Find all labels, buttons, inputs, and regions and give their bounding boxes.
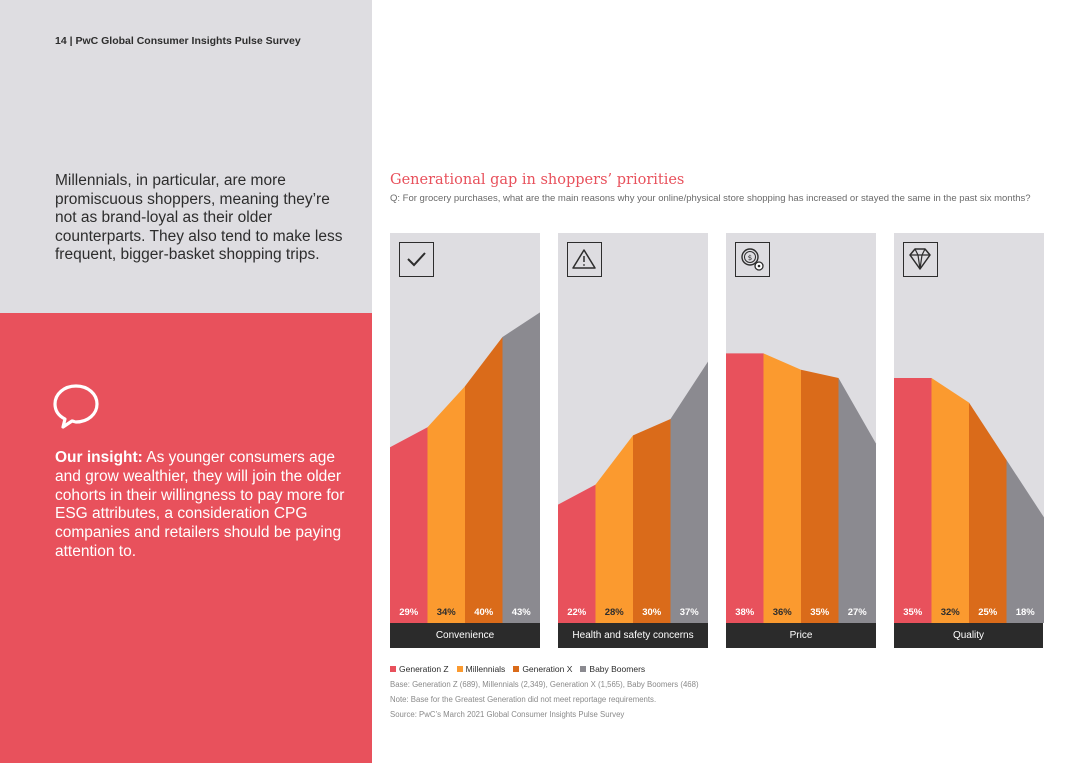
intro-paragraph: Millennials, in particular, are more promiscuous shoppers, meaning they’re not as brand-loyal as their older counterparts. They also tend to make less frequent, bigger-basket shopping trips. — [55, 172, 343, 264]
source-note: Source: PwC’s March 2021 Global Consumer Insights Pulse Survey — [390, 710, 625, 719]
diamond-icon — [903, 242, 938, 277]
data-label: 40% — [474, 607, 494, 618]
data-label: 22% — [567, 607, 587, 618]
data-label: 36% — [772, 607, 792, 618]
data-label: 32% — [940, 607, 960, 618]
legend-item-boomers: Baby Boomers — [580, 664, 645, 674]
reportage-note: Note: Base for the Greatest Generation did not meet reportage requirements. — [390, 695, 657, 704]
chart-title: Generational gap in shoppers’ priorities — [390, 172, 685, 188]
area-segment-generation-x — [801, 370, 839, 623]
category-label-health: Health and safety concerns — [558, 623, 708, 648]
category-label-convenience: Convenience — [390, 623, 540, 648]
data-label: 25% — [978, 607, 998, 618]
data-label: 38% — [735, 607, 755, 618]
data-label: 18% — [1015, 607, 1035, 618]
category-label-quality: Quality — [894, 623, 1043, 648]
data-label: 43% — [511, 607, 531, 618]
legend-swatch — [580, 666, 586, 672]
area-segment-generation-z — [894, 378, 932, 623]
data-label: 30% — [642, 607, 662, 618]
legend-item-gen-z: Generation Z — [390, 664, 449, 674]
data-label: 29% — [399, 607, 419, 618]
legend-swatch — [513, 666, 519, 672]
area-segment-millennials — [932, 378, 970, 623]
legend-swatch — [390, 666, 396, 672]
chart-question: Q: For grocery purchases, what are the main reasons why your online/physical store shopping has increased or stayed the same in the past six months? — [390, 193, 1031, 204]
data-label: 37% — [679, 607, 699, 618]
base-note: Base: Generation Z (689), Millennials (2,349), Generation X (1,565), Baby Boomers (468) — [390, 680, 699, 689]
data-label: 34% — [436, 607, 456, 618]
svg-text:$: $ — [747, 254, 753, 262]
insight-text: As younger consumers age and grow wealthier, they will join the older cohorts in their willingness to pay more for ESG attributes, a consideration CPG companies and retailers should be paying attention to. — [55, 449, 345, 560]
area-segment-millennials — [764, 353, 802, 623]
insight-label: Our insight: — [55, 449, 143, 466]
legend-item-millennials: Millennials — [457, 664, 506, 674]
legend-swatch — [457, 666, 463, 672]
area-segment-generation-z — [390, 427, 428, 623]
area-segment-generation-z — [726, 353, 764, 623]
legend-item-gen-x: Generation X — [513, 664, 572, 674]
page-header: 14 | PwC Global Consumer Insights Pulse Survey — [55, 35, 301, 47]
data-label: 35% — [903, 607, 923, 618]
checkmark-icon — [399, 242, 434, 277]
area-segment-generation-x — [633, 419, 671, 623]
warning-icon — [567, 242, 602, 277]
chart-legend — [390, 664, 645, 674]
data-label: 27% — [847, 607, 867, 618]
data-label: 35% — [810, 607, 830, 618]
coin-gear-icon — [735, 242, 770, 277]
area-segment-baby-boomers — [503, 312, 541, 623]
category-label-price: Price — [726, 623, 876, 648]
area-segment-generation-z — [558, 485, 596, 623]
area-segment-generation-x — [465, 337, 503, 623]
area-segment-millennials — [428, 386, 466, 623]
data-label: 28% — [604, 607, 624, 618]
